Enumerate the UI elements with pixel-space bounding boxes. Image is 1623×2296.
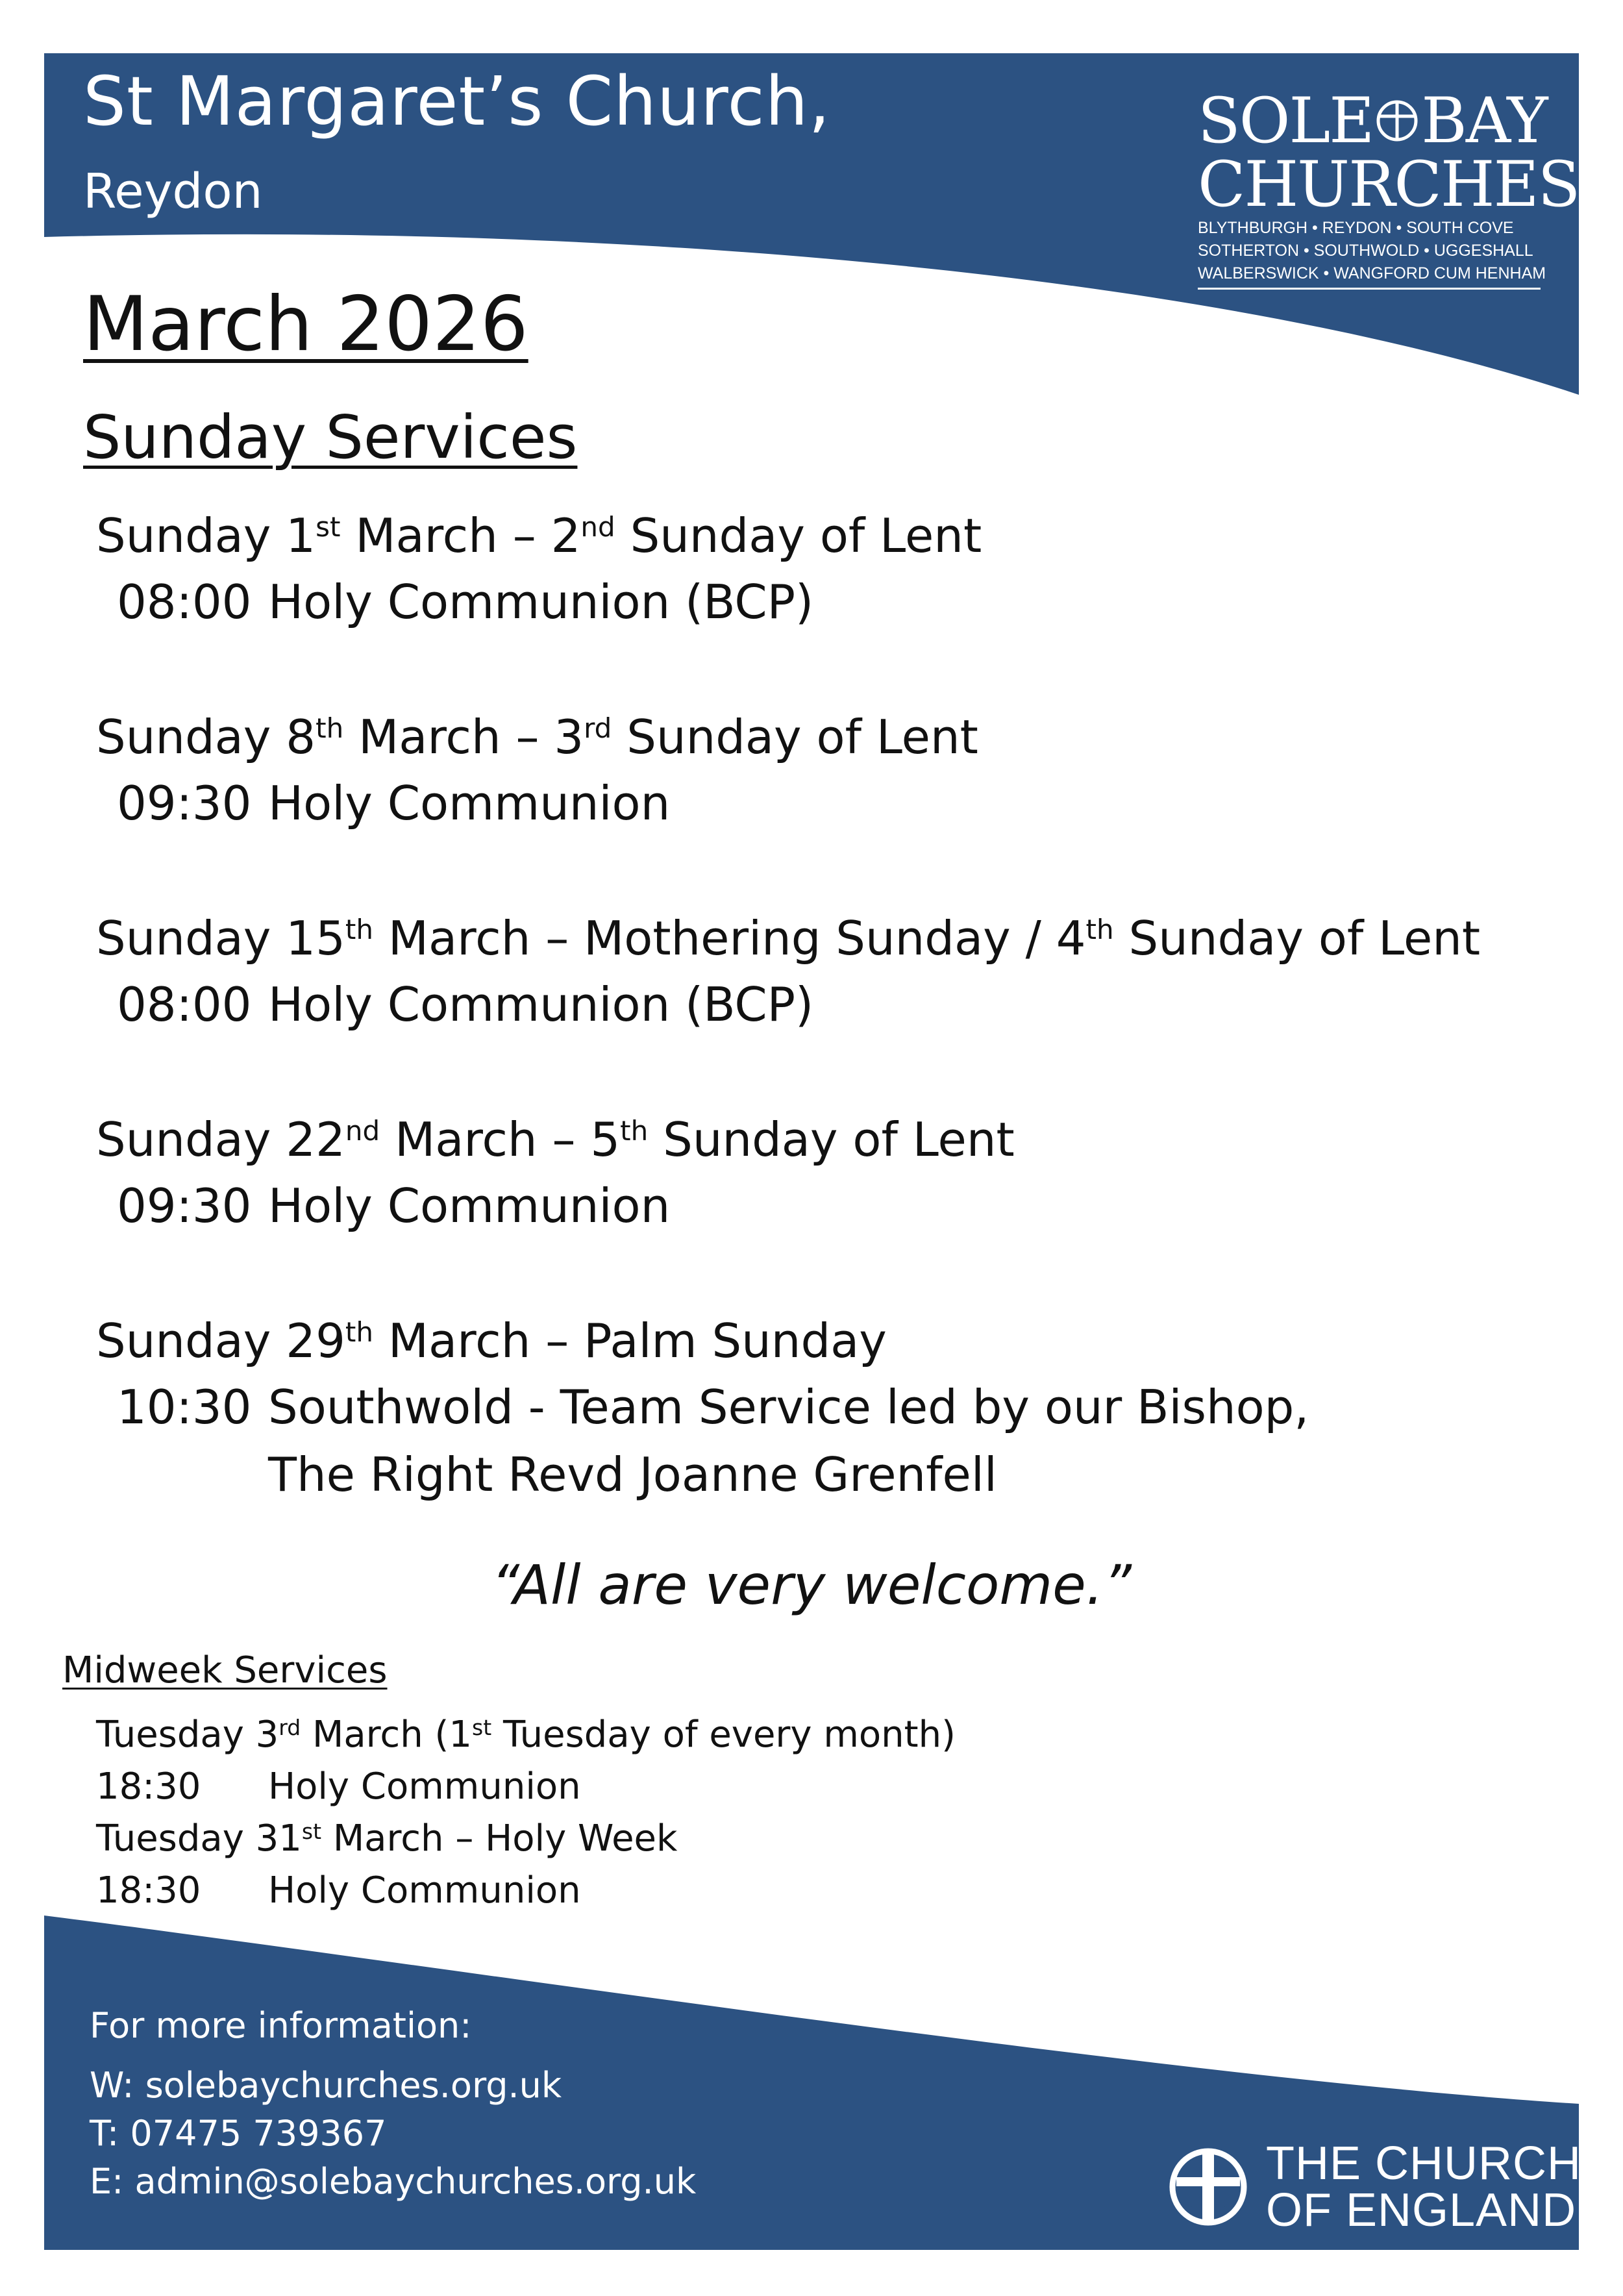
service-row <box>96 1172 1557 1240</box>
logo-places-line-1: BLYTHBURGH • REYDON • SOUTH COVE <box>1198 219 1514 237</box>
email-link[interactable]: E: admin@solebaychurches.org.uk <box>90 2161 697 2202</box>
service-time: 09:30 <box>117 1179 252 1233</box>
service-time: 08:00 <box>117 977 252 1032</box>
service-description: Holy Communion <box>268 776 671 830</box>
church-of-england-emblem-icon <box>1169 2147 1248 2227</box>
service-row <box>96 1373 1557 1441</box>
midweek-heading: Tuesday 31st March – Holy Week <box>96 1817 678 1860</box>
cross-in-circle-icon <box>1376 99 1419 142</box>
midweek-description: Holy Communion <box>268 1869 581 1912</box>
more-info-label: For more information: <box>90 2005 472 2046</box>
coe-line-1: THE CHURCH <box>1266 2138 1581 2190</box>
service-time: 10:30 <box>117 1380 252 1434</box>
midweek-row <box>96 1761 956 1813</box>
logo-places-line-3: WALBERSWICK • WANGFORD CUM HENHAM <box>1198 264 1546 282</box>
service-description: Holy Communion (BCP) <box>268 977 814 1032</box>
midweek-heading: Tuesday 3rd March (1st Tuesday of every month) <box>96 1714 956 1756</box>
midweek-description: Holy Communion <box>268 1766 581 1808</box>
service-heading: Sunday 29th March – Palm Sunday <box>96 1314 887 1368</box>
phone-number[interactable]: T: 07475 739367 <box>90 2113 387 2154</box>
service-heading: Sunday 1st March – 2nd Sunday of Lent <box>96 508 982 563</box>
church-location: Reydon <box>83 164 263 219</box>
logo-word-bay: BAY <box>1421 84 1547 157</box>
logo-word-churches: CHURCHES <box>1198 148 1580 221</box>
service-time: 08:00 <box>117 575 252 629</box>
service-row <box>96 971 1557 1038</box>
service-row-continued <box>96 1441 1557 1508</box>
midweek-services-title: Midweek Services <box>62 1649 388 1691</box>
midweek-time: 18:30 <box>96 1869 201 1912</box>
service-heading: Sunday 8th March – 3rd Sunday of Lent <box>96 710 978 764</box>
service-time: 09:30 <box>117 776 252 830</box>
church-of-england-logo <box>1169 2140 1581 2234</box>
service-block <box>96 503 1557 636</box>
service-description: Holy Communion (BCP) <box>268 575 814 629</box>
service-row <box>96 568 1557 636</box>
logo-underline <box>1198 288 1541 290</box>
service-description: Southwold - Team Service led by our Bishop, <box>268 1380 1309 1434</box>
sunday-services-title: Sunday Services <box>83 403 578 472</box>
service-block <box>96 1107 1557 1240</box>
logo-word-sole: SOLE <box>1198 84 1374 157</box>
service-heading: Sunday 15th March – Mothering Sunday / 4th Sunday of Lent <box>96 911 1481 966</box>
church-name: St Margaret’s Church, <box>83 62 831 141</box>
service-heading: Sunday 22nd March – 5th Sunday of Lent <box>96 1112 1015 1167</box>
midweek-time: 18:30 <box>96 1766 201 1808</box>
service-description-continued: The Right Revd Joanne Grenfell <box>268 1447 997 1502</box>
welcome-quote: “All are very welcome.” <box>491 1553 1132 1617</box>
service-block <box>96 1308 1557 1508</box>
sole-bay-churches-logo <box>1198 84 1580 290</box>
service-block <box>96 906 1557 1038</box>
service-row <box>96 769 1557 837</box>
service-block <box>96 705 1557 837</box>
coe-line-2: OF ENGLAND <box>1266 2184 1577 2236</box>
logo-places-line-2: SOTHERTON • SOUTHWOLD • UGGESHALL <box>1198 242 1533 260</box>
month-title: March 2026 <box>83 281 528 368</box>
service-description: Holy Communion <box>268 1179 671 1233</box>
midweek-block <box>96 1709 956 1813</box>
website-link[interactable]: W: solebaychurches.org.uk <box>90 2065 562 2106</box>
